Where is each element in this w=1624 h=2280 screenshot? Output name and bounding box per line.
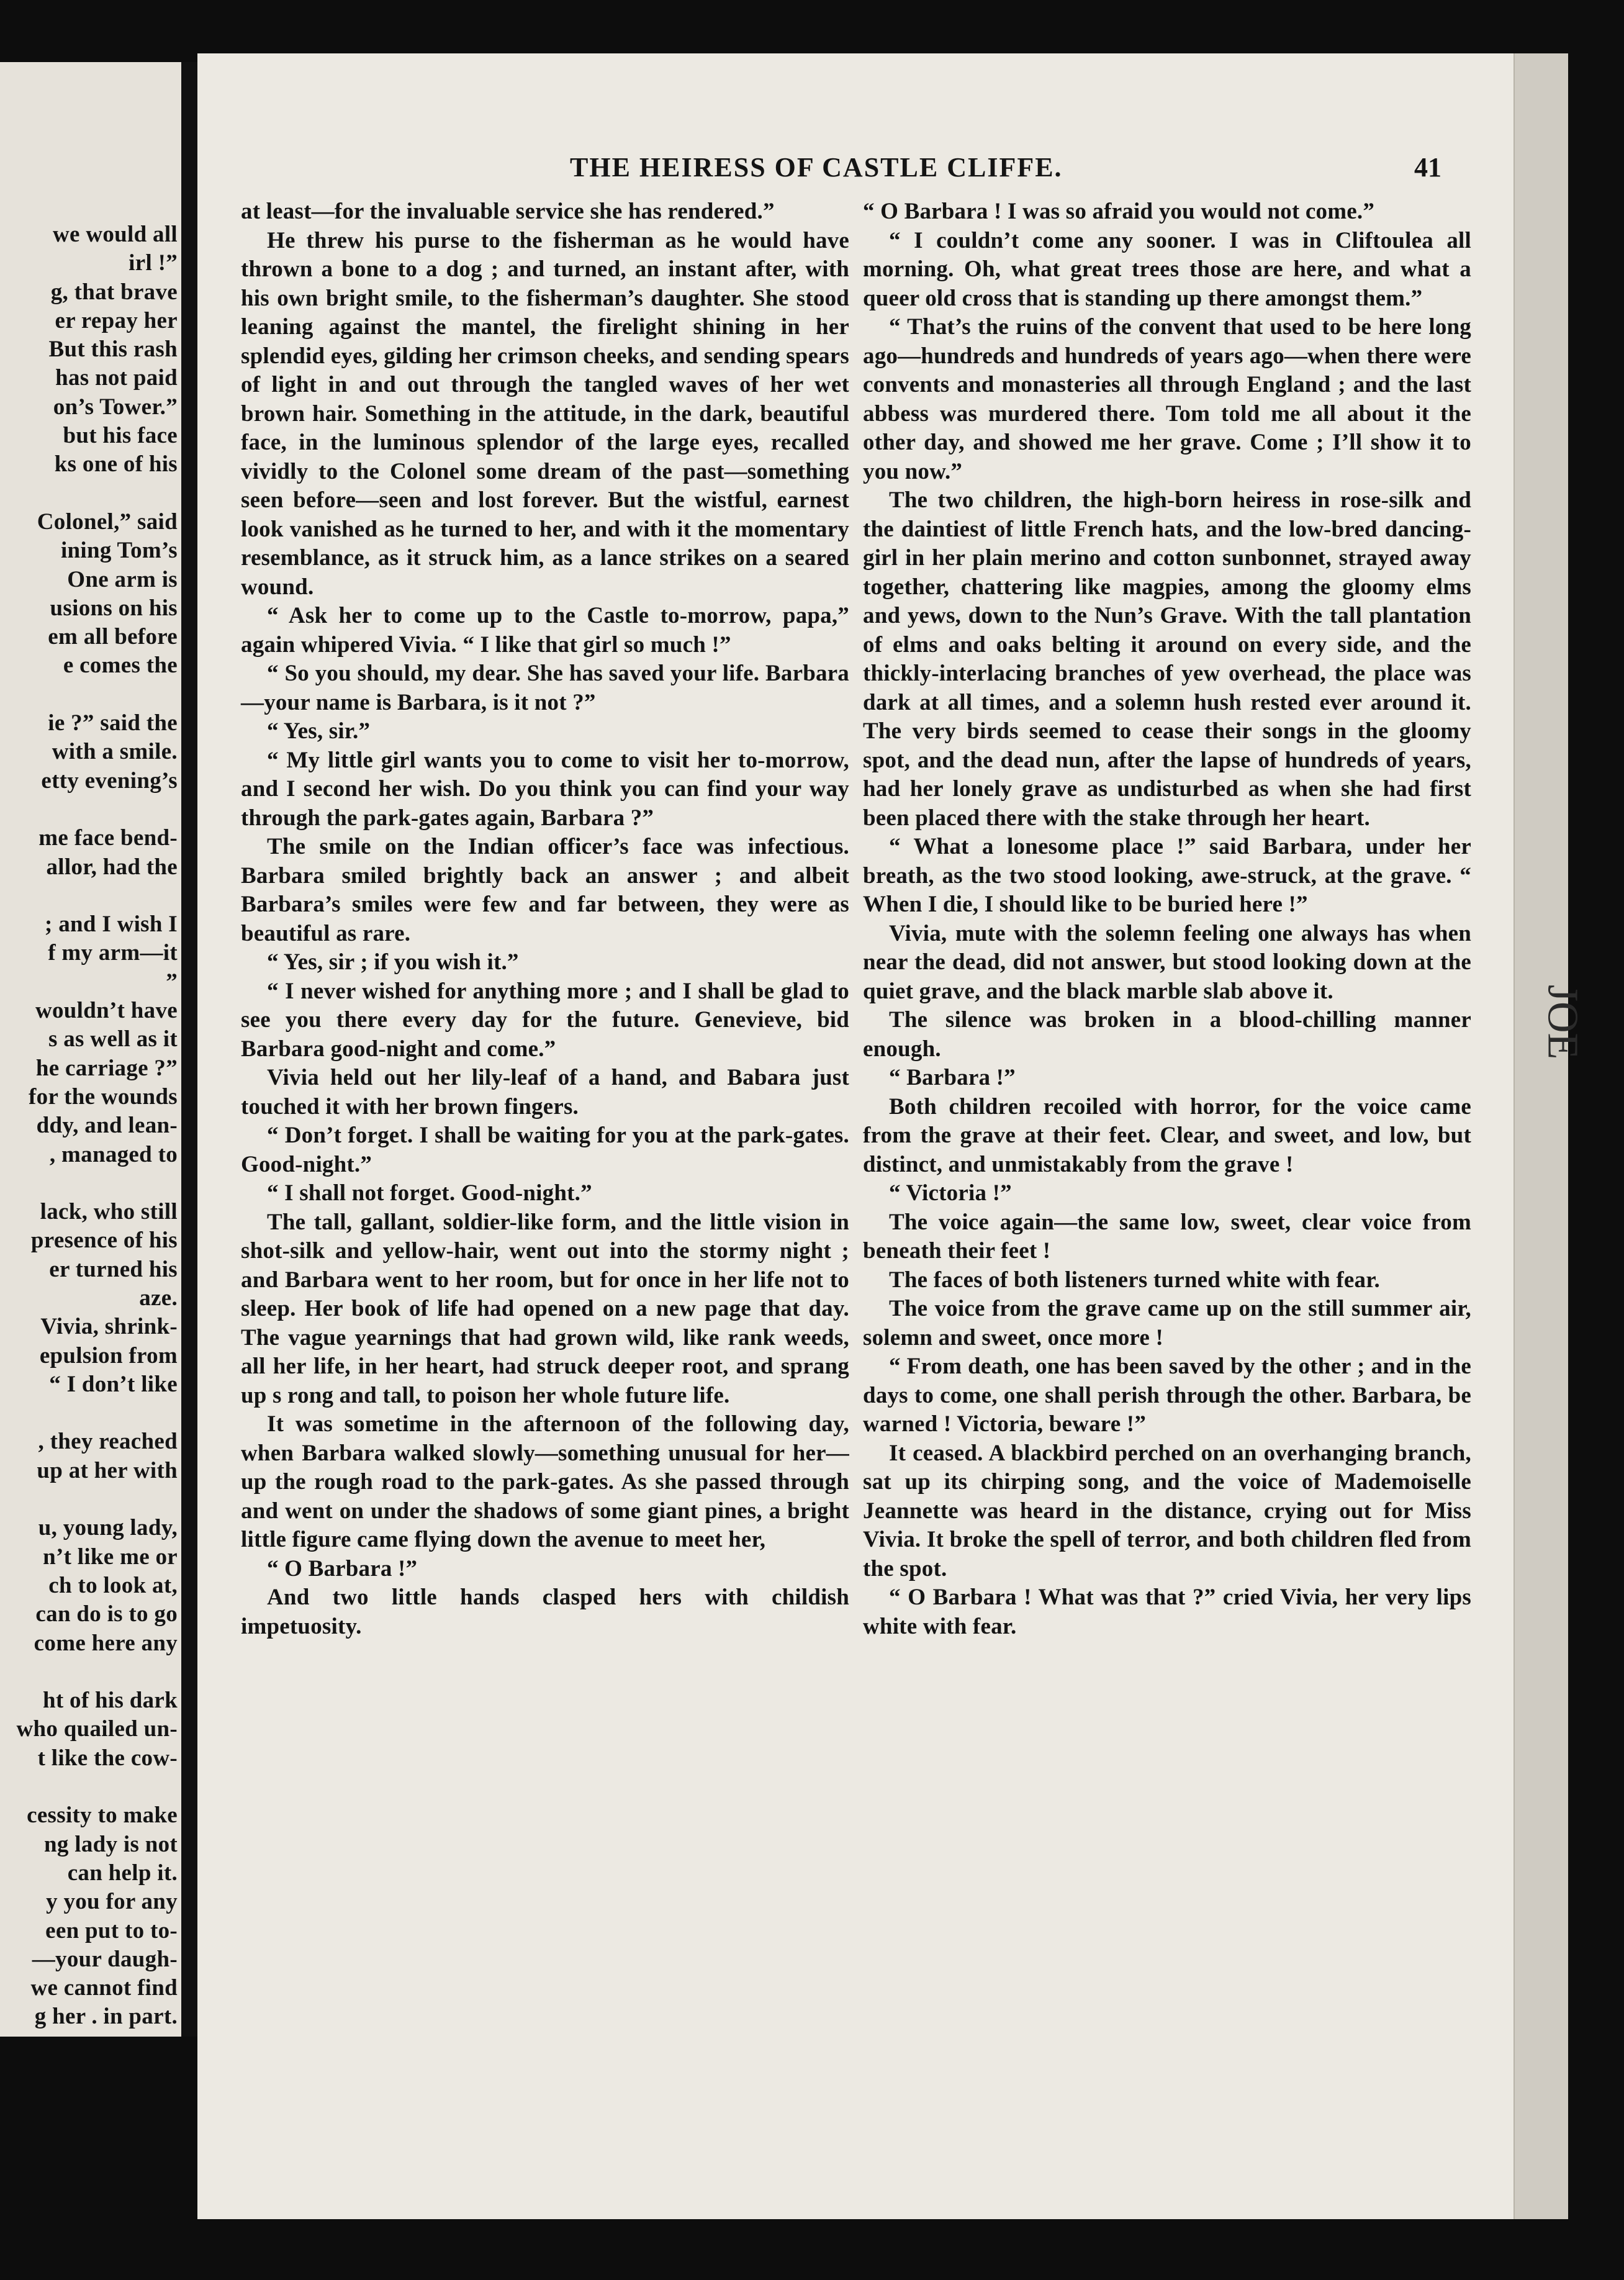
previous-page-line: , managed to <box>49 1141 178 1167</box>
previous-page-line: with a smile. <box>52 739 178 765</box>
paragraph: “ So you should, my dear. She has saved your life. Barbara—your name is Barbara, is it not ?” <box>241 661 849 715</box>
previous-page-line: ; and I wish I <box>45 912 178 938</box>
previous-page-line: u, young lady, <box>38 1515 178 1541</box>
previous-page-line: on’s Tower.” <box>53 394 178 420</box>
previous-page-line: wouldn’t have <box>35 998 178 1024</box>
paragraph: “ Don’t forget. I shall be waiting for you at the park-gates. Good-night.” <box>241 1123 849 1177</box>
previous-page-line: ks one of his <box>54 451 178 477</box>
previous-page-line: een put to to- <box>45 1917 178 1943</box>
previous-page-line: s as well as it <box>48 1026 178 1052</box>
paragraph: “ My little girl wants you to come to visit her to-morrow, and I second her wish. Do you think you can find your way through the park-gates again, Barbara ?” <box>241 747 849 831</box>
paragraph: “ Yes, sir.” <box>267 718 371 744</box>
previous-page-line: irl !” <box>129 250 178 276</box>
left-text-column <box>241 197 849 1641</box>
previous-page-line: t like the cow- <box>37 1745 178 1771</box>
previous-page-line: we would all <box>53 222 178 247</box>
previous-page-line: me face bend- <box>38 825 178 851</box>
paragraph: “ Yes, sir ; if you wish it.” <box>267 949 519 975</box>
previous-page-line <box>17 1658 178 1686</box>
paragraph: “ Barbara !” <box>889 1065 1016 1090</box>
previous-page-line <box>17 1399 178 1427</box>
previous-page-line <box>17 882 178 910</box>
previous-page-line: epulsion from <box>39 1342 178 1368</box>
previous-page-line: Colonel,” said <box>37 509 178 535</box>
previous-page-line: , they reached <box>38 1429 178 1455</box>
paragraph: “ From death, one has been saved by the other ; and in the days to come, one shall perish through the other. Barbara, be warned ! Victoria, beware !” <box>863 1354 1471 1437</box>
previous-page-line: etty evening’s <box>41 767 178 794</box>
previous-page-line: ining Tom’s <box>60 538 178 564</box>
paragraph: It was sometime in the afternoon of the following day, when Barbara walked slowly—something unusual for her—up the rough road to the park-gates. As she passed through and went on under the shadows of some giant pines, a bright little figure came flying down the avenue to meet her, <box>241 1411 849 1552</box>
previous-page-line: he carriage ?” <box>35 1055 178 1081</box>
previous-page-line: e comes the <box>63 653 178 679</box>
previous-page-line: aze. <box>139 1285 178 1311</box>
page-edge <box>1513 53 1587 2219</box>
edge-stamp: JOE <box>1538 984 1587 1060</box>
previous-page-line <box>17 1773 178 1801</box>
previous-page-line: can do is to go <box>35 1601 178 1627</box>
paragraph: “ What a lonesome place !” said Barbara, under her breath, as the two stood looking, awe-struck, at the grave. “ When I die, I should like to be buried here !” <box>863 834 1471 917</box>
previous-page-line: g her . in part. <box>34 2004 178 2030</box>
previous-page-fragment <box>0 62 181 2037</box>
previous-page-line: y you for any <box>46 1889 178 1915</box>
paragraph: Vivia, mute with the solemn feeling one always has when near the dead, did not answer, but stood looking down at the quiet grave, and the black marble slab above it. <box>863 920 1471 1004</box>
previous-page-line: who quailed un- <box>16 1716 178 1742</box>
previous-page-line <box>17 1169 178 1198</box>
previous-page-line: for the wounds <box>29 1083 178 1110</box>
paragraph: It ceased. A blackbird perched on an overhanging branch, sat up its chirping song, and the voice of Mademoiselle Jeannette was heard in the distance, crying out for Miss Vivia. It broke the spell of terror, and both children fled from the spot. <box>863 1440 1471 1581</box>
paragraph: at least—for the invaluable service she has rendered.” <box>241 199 775 224</box>
previous-page-line: ie ?” said the <box>48 710 178 736</box>
previous-page-line: But this rash <box>48 337 178 363</box>
paragraph: Both children recoiled with horror, for the voice came from the grave at their feet. Clear, and sweet, and low, but distinct, and unmistakably from the grave ! <box>863 1093 1471 1177</box>
previous-page-line: up at her with <box>37 1457 178 1483</box>
previous-page-line: em all before <box>48 624 178 650</box>
previous-page-line: but his face <box>63 423 178 449</box>
page-number: 41 <box>1414 152 1441 183</box>
previous-page-text <box>17 220 178 2032</box>
previous-page-line: ht of his dark <box>42 1688 178 1714</box>
paragraph: “ O Barbara ! What was that ?” cried Vivia, her very lips white with fear. <box>863 1585 1471 1639</box>
book-page <box>197 53 1587 2219</box>
paragraph: The smile on the Indian officer’s face was infectious. Barbara smiled brightly back an answer ; and albeit Barbara’s smiles were few and far between, they were as beautiful as rare. <box>241 834 849 946</box>
paragraph: The tall, gallant, soldier-like form, and the little vision in shot-silk and yellow-hair, went out into the stormy night ; and Barbara went to her room, but for once in her life not to sleep. Her book of life had opened on a new page that day. The vague yearnings that had grown wild, like rank weeds, all her life, in her heart, had struck deeper root, and sprang up s rong and tall, to poison her whole future life. <box>241 1209 849 1408</box>
paragraph: The faces of both listeners turned white with fear. <box>889 1267 1380 1293</box>
previous-page-line <box>17 795 178 824</box>
previous-page-line: has not paid <box>55 365 178 391</box>
running-title: THE HEIRESS OF CASTLE CLIFFE. <box>570 152 1063 183</box>
previous-page-line: come here any <box>34 1630 178 1656</box>
previous-page-line: lack, who still <box>40 1199 178 1225</box>
paragraph: And two little hands clasped hers with childish impetuosity. <box>241 1585 849 1639</box>
previous-page-line: g, that brave <box>50 279 178 305</box>
paragraph: “ I couldn’t come any sooner. I was in Cliftoulea all morning. Oh, what great trees those are here, and what a queer old cross that is standing up there amongst them.” <box>863 227 1471 311</box>
paragraph: The voice from the grave came up on the still summer air, solemn and sweet, once more ! <box>863 1296 1471 1350</box>
previous-page-line: ddy, and lean- <box>36 1113 178 1139</box>
right-text-column <box>863 197 1471 1641</box>
previous-page-line: n’t like me or <box>43 1544 178 1570</box>
previous-page-line: usions on his <box>50 595 178 621</box>
previous-page-line: One arm is <box>67 566 178 592</box>
paragraph: “ That’s the ruins of the convent that used to be here long ago—hundreds and hundreds of years ago—when there were convents and monasteries all through England ; and the last abbess was murdered there. Tom told me all about it the other day, and showed me her grave. Come ; I’ll show it to you now.” <box>863 314 1471 484</box>
paragraph: “ Ask her to come up to the Castle to-morrow, papa,” again whipered Vivia. “ I like that girl so much !” <box>241 603 849 658</box>
paragraph: “ I shall not forget. Good-night.” <box>267 1180 592 1206</box>
paragraph: “ O Barbara ! I was so afraid you would not come.” <box>863 199 1375 224</box>
paragraph: The silence was broken in a blood-chilling manner enough. <box>863 1007 1471 1062</box>
paragraph: Vivia held out her lily-leaf of a hand, and Babara just touched it with her brown fingers. <box>241 1065 849 1120</box>
previous-page-line: we cannot find <box>30 1975 178 2001</box>
previous-page-line: ” <box>166 969 178 995</box>
previous-page-line: ch to look at, <box>48 1572 178 1598</box>
previous-page-line: presence of his <box>30 1228 178 1254</box>
previous-page-line: “ I don’t like <box>49 1371 178 1397</box>
page-header <box>197 152 1515 201</box>
book-gutter <box>181 62 197 2037</box>
previous-page-line <box>17 1485 178 1514</box>
previous-page-line: er turned his <box>49 1256 178 1282</box>
previous-page-line: —your daugh- <box>32 1946 178 1972</box>
previous-page-line: ng lady is not <box>44 1831 178 1857</box>
previous-page-line: can help it. <box>67 1860 178 1886</box>
previous-page-line <box>17 681 178 709</box>
previous-page-line <box>17 479 178 508</box>
previous-page-line: cessity to make <box>27 1803 178 1829</box>
paragraph: “ I never wished for anything more ; and I shall be glad to see you there every day for the future. Genevieve, bid Barbara good-night and come.” <box>241 978 849 1062</box>
paragraph: He threw his purse to the fisherman as he would have thrown a bone to a dog ; and turned, an instant after, with his own bright smile, to the fisherman’s daughter. She stood leaning against the mantel, the firelight shining in her splendid eyes, gilding her crimson cheeks, and sending spears of light in and out through the tangled waves of her wet brown hair. Something in the attitude, in the dark, beautiful face, in the luminous splendor of the large eyes, recalled vividly to the Colonel some dream of the past—something seen before—seen and lost forever. But the wistful, earnest look vanished as he turned to her, and with it the momentary resemblance, as it struck him, as a lance strikes on a seared wound. <box>241 227 849 600</box>
previous-page-line: Vivia, shrink- <box>40 1314 178 1340</box>
previous-page-line: allor, had the <box>46 854 178 880</box>
paragraph: “ O Barbara !” <box>267 1555 418 1581</box>
paragraph: “ Victoria !” <box>889 1180 1012 1206</box>
paragraph: The voice again—the same low, sweet, clear voice from beneath their feet ! <box>863 1209 1471 1264</box>
previous-page-line: f my arm—it <box>48 940 178 966</box>
previous-page-line: er repay her <box>55 307 178 333</box>
paragraph: The two children, the high-born heiress in rose-silk and the daintiest of little French hats, and the low-bred dancing-girl in her plain merino and cotton sunbonnet, strayed away together, chattering like magpies, among the gloomy elms and yews, down to the Nun’s Grave. With the tall plantation of elms and oaks belting it around on every side, and the thickly-interlacing branches of yew overhead, the place was dark at all times, and a solemn hush rested ever around it. The very birds seemed to cease their songs in the gloomy spot, and the dead nun, after the lapse of hundreds of years, had her lonely grave as undisturbed as when she had first been placed there with the stake through her heart. <box>863 487 1471 831</box>
